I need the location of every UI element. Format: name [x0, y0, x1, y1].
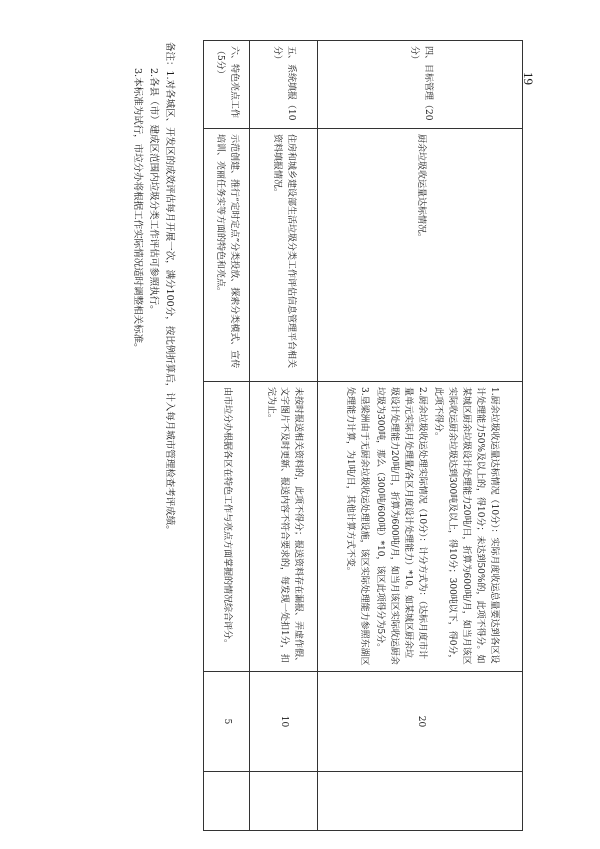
- evaluation-table: [203, 40, 523, 831]
- table-row: [204, 41, 250, 831]
- criteria-cell: 未按时报送相关资料的，此项不得分；报送资料存在漏报、弄虚作假、文字图片不及时更新、报送内容不符合要求的，每发现一处扣1分，扣完为止。: [250, 382, 318, 672]
- score-cell: 5: [204, 672, 250, 772]
- criteria-cell: 由市垃分办根据各区在特色工作与亮点方面掌握的情况综合评分。: [204, 382, 250, 672]
- category-cell: 四、目标管理（20分）: [318, 41, 523, 129]
- item-cell: 住房和城乡建设部生活垃圾分类工作评估信息管理平台相关资料填报情况。: [250, 129, 318, 382]
- criteria-line: 2.厨余垃圾收运处理实际情况（10分）：计分方式为：（达标月度市计量单元实际月处理量/各区月度设计处理能力）*10。如某城区厨余垃圾设计处理能力20吨/日，折算为600吨/月，如当月该区实际收运厨余垃圾为300吨，那么（300吨/600吨）*10，该区此项得分为5分。: [375, 387, 427, 665]
- blank-cell: [318, 772, 523, 831]
- note-line: 2.各县（市）建成区范围内垃圾分类工作评估可参照执行。: [147, 68, 159, 315]
- page-number: 19: [521, 72, 536, 85]
- item-cell: 厨余垃圾收运量达标情况。: [318, 129, 523, 382]
- table-row: [318, 41, 523, 831]
- criteria-line: 3.垦梁洲由于无厨余垃圾收运处理设施，该区实际处理能力参照东湖区处理能力计算，为1吨/日，其他计算方式不变。: [345, 387, 370, 666]
- category-cell: 六、特色亮点工作（5分）: [204, 41, 250, 129]
- note-line: 3.本标准为试行，市垃分办将根据工作实际情况适时调整相关标准。: [131, 68, 143, 353]
- score-cell: 20: [318, 672, 523, 772]
- table-row: [250, 41, 318, 831]
- blank-cell: [250, 772, 318, 831]
- category-cell: 五、系统填报（10分）: [250, 41, 318, 129]
- notes-block: [129, 42, 177, 535]
- criteria-line: 1.厨余垃圾收运量达标情况（10分）：实际月度收运总量要达到各区设计处理能力50%及以上的，得10分；未达到50%的，此项不得分。如某城区厨余垃圾设计处理能力20吨/日，折算为600吨/月，如当月该区实际收运厨余垃圾达到300吨及以上，得10分；300吨以下，得0分，此项不得分。: [432, 387, 499, 665]
- item-cell: 示范创建、推行“定时定点”分类投放、探索分类模式、宣传培训、亮丽任务实等方面的特色和亮点。: [204, 129, 250, 382]
- rotated-page-content: [91, 40, 523, 830]
- note-line: 备注：1.对各城区、开发区的成效评估每月开展一次，满分100分，按比例折算后，计入每月城市管理检查考评成绩。: [164, 42, 175, 535]
- blank-cell: [204, 772, 250, 831]
- criteria-cell: [318, 382, 523, 672]
- score-cell: 10: [250, 672, 318, 772]
